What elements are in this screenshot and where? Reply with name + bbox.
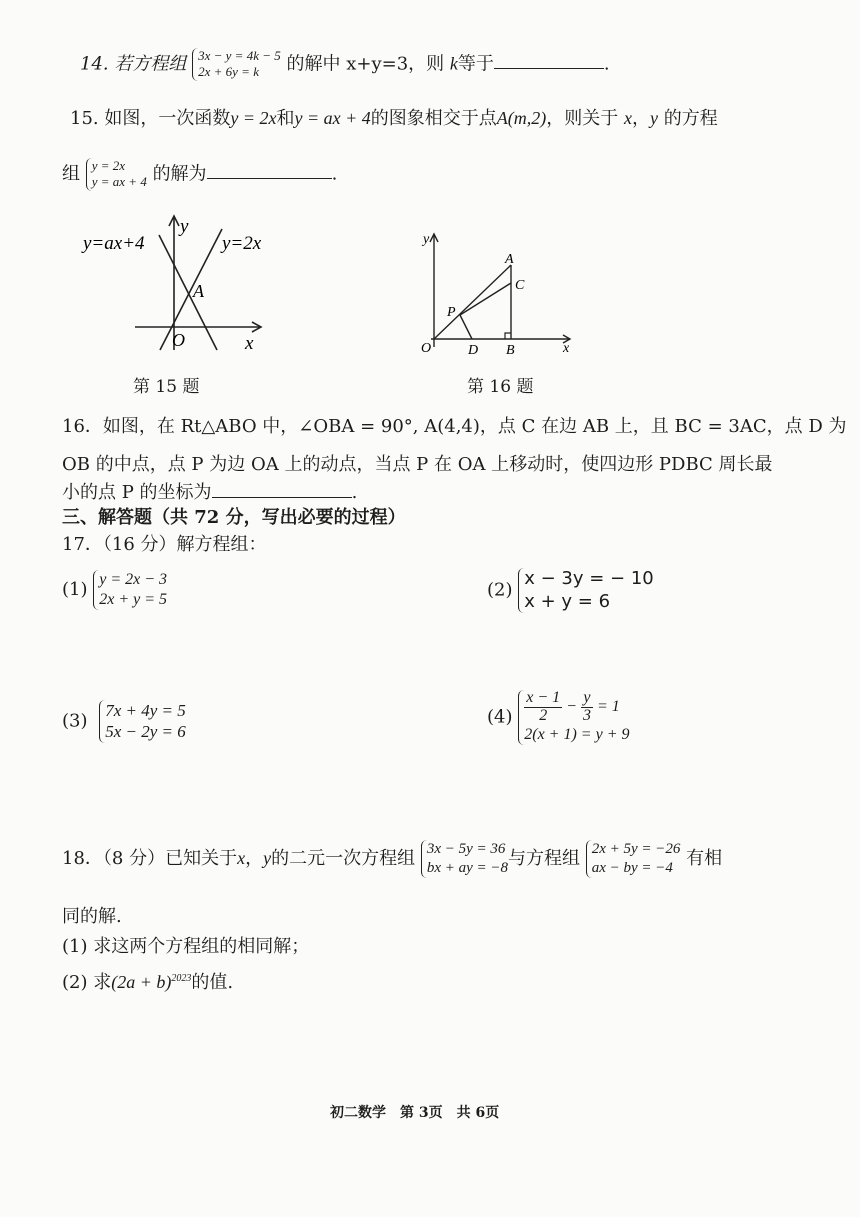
fraction: [581, 690, 593, 725]
punctuation: .: [351, 482, 358, 503]
label-x-axis: x: [563, 341, 570, 356]
denominator: 2: [539, 706, 548, 724]
question-17-part-4: [487, 690, 629, 745]
equation-system-a: [421, 840, 508, 878]
equation-system: [518, 568, 654, 613]
answer-blank[interactable]: [212, 481, 352, 498]
equation: 2x + y = 5: [99, 591, 168, 608]
punctuation: ，: [245, 847, 264, 869]
question-text: 有相: [686, 847, 723, 869]
question-17-part-1: [62, 570, 167, 610]
variable: x: [624, 108, 632, 128]
exponent: 2023: [171, 973, 192, 984]
question-15-line-1: [70, 104, 718, 130]
page-footer: 初二数学 第 3页 共 6页: [330, 1105, 500, 1121]
question-text: 的解为: [152, 163, 207, 185]
question-16-line-1: 16．如图，在 Rt△ABO 中，∠OBA = 90°, A(4,4)，点 C 在边 AB 上，且 BC = 3AC，点 D 为: [62, 416, 847, 437]
operator: −: [566, 697, 577, 715]
question-text: 如图，一次函数: [104, 108, 231, 129]
equation: bx + ay = −8: [426, 859, 508, 876]
segment-pc: [460, 283, 511, 315]
label-origin: O: [172, 330, 185, 350]
label-point-d: D: [468, 343, 479, 358]
equation: 7x + 4y = 5: [105, 701, 186, 720]
line-y-ax-plus-4: [159, 235, 217, 350]
equation-system: [192, 48, 281, 81]
figure-16: [415, 225, 580, 360]
part-label: (4): [487, 706, 513, 728]
numerator: y: [581, 690, 593, 708]
question-18-sub-2: [62, 968, 233, 994]
answer-blank[interactable]: [494, 52, 604, 69]
label-y-axis: y: [423, 232, 430, 247]
equation-rhs: = 1: [596, 697, 620, 715]
equation: y = 2x: [91, 158, 126, 173]
point: A(m,2): [496, 108, 547, 128]
function: y = 2x: [230, 108, 277, 128]
question-17-title: 17．（16 分）解方程组：: [62, 534, 267, 555]
question-text: 的解中 x+y=3，则: [286, 53, 445, 75]
punctuation: ，: [632, 108, 650, 129]
equation: 3x − 5y = 36: [426, 841, 506, 857]
equation-system: [86, 158, 147, 191]
label-x-axis: x: [245, 333, 254, 354]
question-text: 的图象相交于点: [370, 108, 497, 129]
label-line-ax4: y=ax+4: [83, 233, 145, 254]
label-point-a: A: [505, 252, 514, 267]
equation: [524, 690, 629, 725]
question-text: 的值.: [191, 972, 234, 993]
label-line-2x: y=2x: [222, 233, 262, 254]
denominator: 3: [582, 706, 591, 724]
question-18-sub-1: (1) 求这两个方程组的相同解；: [62, 936, 310, 957]
line-y-2x: [160, 229, 222, 350]
question-14: [80, 48, 610, 81]
figure-15-caption: 第 15 题: [133, 377, 200, 397]
variable: y: [650, 108, 658, 128]
question-18-line-2: 同的解.: [62, 906, 122, 927]
equation-system: [518, 690, 629, 745]
label-y-axis: y: [180, 216, 189, 237]
question-text: 小的点 P 的坐标为: [62, 482, 212, 503]
question-text: 组: [62, 163, 80, 185]
expression: (2a + b): [111, 972, 172, 992]
question-17-part-3: [62, 700, 186, 743]
numerator: x − 1: [526, 689, 561, 706]
equation-system: [93, 570, 167, 610]
label-point-b: B: [506, 343, 515, 358]
equation-system: [99, 700, 186, 743]
equation: 2x + 6y = k: [198, 64, 259, 80]
equation: x + y = 6: [524, 590, 611, 612]
question-text: 的方程: [663, 108, 718, 129]
label-point-p: P: [447, 305, 456, 320]
segment-pd: [460, 315, 472, 339]
answer-blank[interactable]: [207, 162, 332, 179]
equation: y = ax + 4: [91, 174, 147, 190]
question-17-part-2: [487, 568, 654, 613]
question-16-line-2: OB 的中点，点 P 为边 OA 上的动点，当点 P 在 OA 上移动时，使四边形 PDBC 周长最: [62, 454, 773, 475]
figure-16-caption: 第 16 题: [467, 377, 534, 397]
section-title: 三、解答题（共 72 分，写出必要的过程）: [62, 507, 406, 528]
question-15-line-2: [62, 158, 337, 191]
fraction: [524, 690, 562, 725]
question-text: 的二元一次方程组: [271, 847, 416, 869]
variable: k: [449, 53, 458, 74]
question-text: 和: [276, 108, 295, 129]
question-text: 与方程组: [508, 847, 580, 869]
equation: 5x − 2y = 6: [105, 722, 186, 742]
variable: y: [263, 847, 272, 868]
part-label: (1): [62, 579, 88, 600]
question-16-line-3: [62, 478, 357, 504]
equation: 2(x + 1) = y + 9: [524, 725, 630, 743]
part-label: (3): [62, 710, 88, 732]
question-18-line-1: [62, 840, 722, 878]
question-text: ，则关于: [546, 108, 619, 129]
question-text: 18．（8 分）已知关于: [62, 847, 238, 869]
question-number: 15.: [70, 108, 99, 129]
equation: y = 2x − 3: [99, 571, 168, 588]
equation: ax − by = −4: [591, 859, 673, 876]
label-origin: O: [421, 341, 432, 356]
equation: x − 3y = − 10: [524, 568, 654, 589]
label-point-a: A: [193, 281, 204, 301]
equation-system-b: [586, 840, 681, 878]
equation: 3x − y = 4k − 5: [198, 48, 281, 63]
punctuation: .: [331, 163, 338, 185]
function: y = ax + 4: [294, 108, 371, 128]
label-point-c: C: [515, 278, 525, 293]
figure-15: [80, 205, 280, 355]
question-number: 14.: [80, 53, 109, 75]
variable: x: [237, 847, 246, 868]
question-text: 若方程组: [114, 53, 187, 75]
question-text: 等于: [457, 53, 494, 75]
equation: 2x + 5y = −26: [591, 841, 681, 857]
question-text: (2) 求: [62, 972, 112, 993]
punctuation: .: [603, 53, 610, 75]
part-label: (2): [487, 579, 513, 601]
right-angle-mark: [505, 333, 511, 339]
segment-oa: [434, 265, 511, 339]
